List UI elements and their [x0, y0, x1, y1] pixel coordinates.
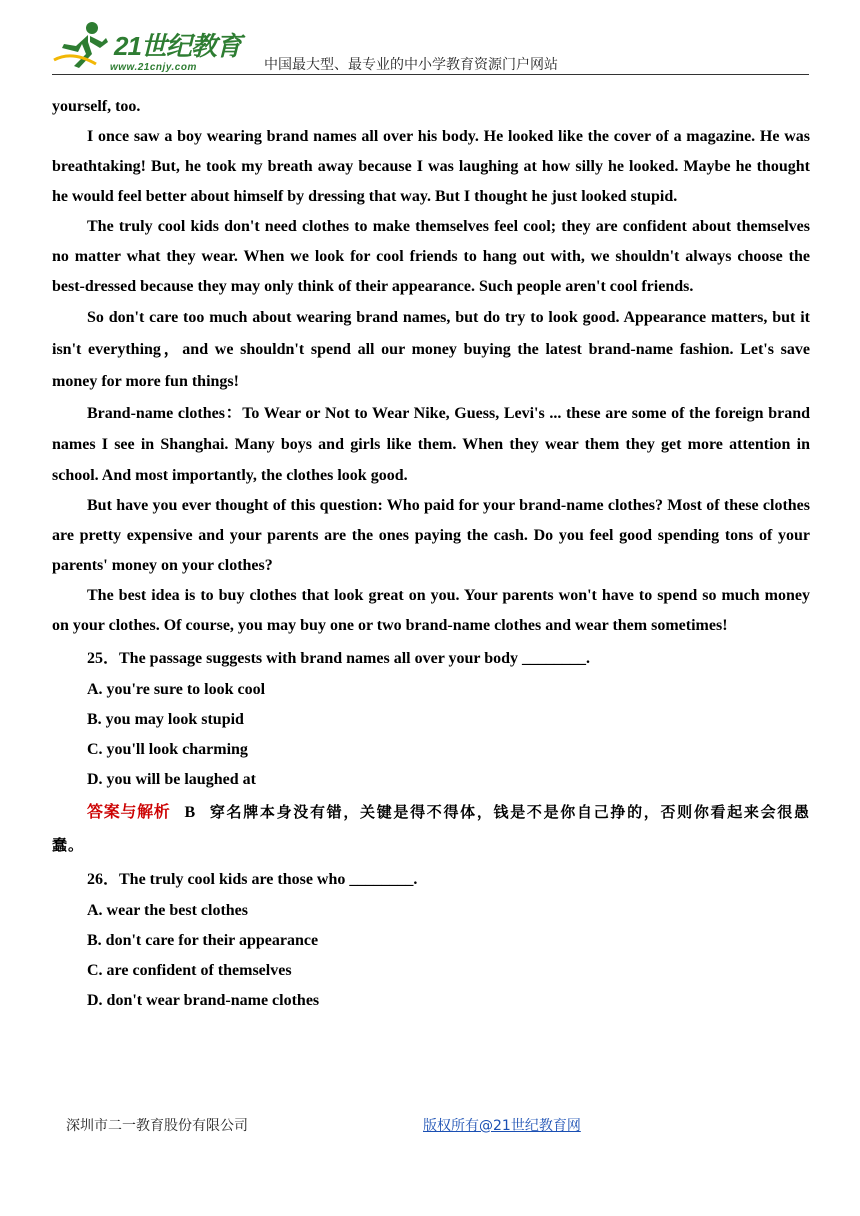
option-d: D. don't wear brand-name clothes	[87, 992, 320, 1009]
header-divider	[52, 74, 809, 75]
paragraph: Brand-name clothes：To Wear or Not to Wear Nike, Guess, Levi's ... these are some of the foreign brand names I see in Shanghai. Many boys and girls like them. When they wear them they get more attention in school. And most importantly, the clothes look good.	[52, 405, 811, 484]
paragraph: The best idea is to buy clothes that look great on you. Your parents won't have to spend so much money on your clothes. Of course, you may buy one or two brand-name clothes and wear them sometimes!	[52, 587, 810, 634]
paragraph: I once saw a boy wearing brand names all over his body. He looked like the cover of a magazine. He was breathtaking! But, he took my breath away because I was laughing at how silly he looked. Maybe he thought he would feel better about himself by dressing that way. But I thought he just looked stupid.	[52, 128, 810, 205]
answer-letter: B	[184, 804, 196, 821]
explanation-text: 穿名牌本身没有错，关键是得不得体，钱是不是你自己挣的，否则你看起来会很愚蠢。	[52, 803, 810, 854]
footer-copyright-link[interactable]: 版权所有@21世纪教育网	[423, 1118, 581, 1134]
paragraph: So don't care too much about wearing brand names, but do try to look good. Appearance matters, but it isn't everything，and we shouldn't spend all our money buying the latest brand-name fashion. Let's save money for more fun things!	[52, 309, 810, 390]
question-stem: 26．The truly cool kids are those who ________.	[87, 871, 418, 888]
site-logo[interactable]	[52, 20, 252, 72]
page-header	[52, 16, 809, 76]
runner-icon	[52, 20, 112, 70]
question-26	[52, 864, 810, 1016]
paragraph: The truly cool kids don't need clothes to make themselves feel cool; they are confident about themselves no matter what they wear. When we look for cool friends to hang out with, we shouldn't always choose the best-dressed because they may only think of their appearance. Such people aren't cool friends.	[52, 218, 810, 295]
question-25	[52, 643, 810, 862]
option-a: A. wear the best clothes	[87, 902, 249, 919]
option-d: D. you will be laughed at	[87, 771, 256, 788]
paragraph: yourself, too.	[52, 98, 141, 115]
question-stem: 25．The passage suggests with brand names all over your body ________.	[87, 650, 591, 667]
site-tagline: 中国最大型、最专业的中小学教育资源门户网站	[264, 57, 558, 73]
option-b: B. don't care for their appearance	[87, 932, 319, 949]
logo-url: www.21cnjy.com	[110, 62, 197, 73]
paragraph: But have you ever thought of this question: Who paid for your brand-name clothes? Most of these clothes are pretty expensive and your parents are the ones paying the cash. Do you feel good spending tons of your parents' money on your clothes?	[52, 497, 810, 574]
option-c: C. are confident of themselves	[87, 962, 292, 979]
document-body	[52, 92, 810, 1016]
option-b: B. you may look stupid	[87, 711, 244, 728]
answer-explanation	[52, 795, 810, 862]
option-a: A. you're sure to look cool	[87, 681, 266, 698]
footer-company: 深圳市二一教育股份有限公司	[66, 1118, 248, 1134]
option-c: C. you'll look charming	[87, 741, 248, 758]
logo-text: 21世纪教育	[114, 31, 241, 61]
answer-label: 答案与解析	[87, 802, 171, 821]
